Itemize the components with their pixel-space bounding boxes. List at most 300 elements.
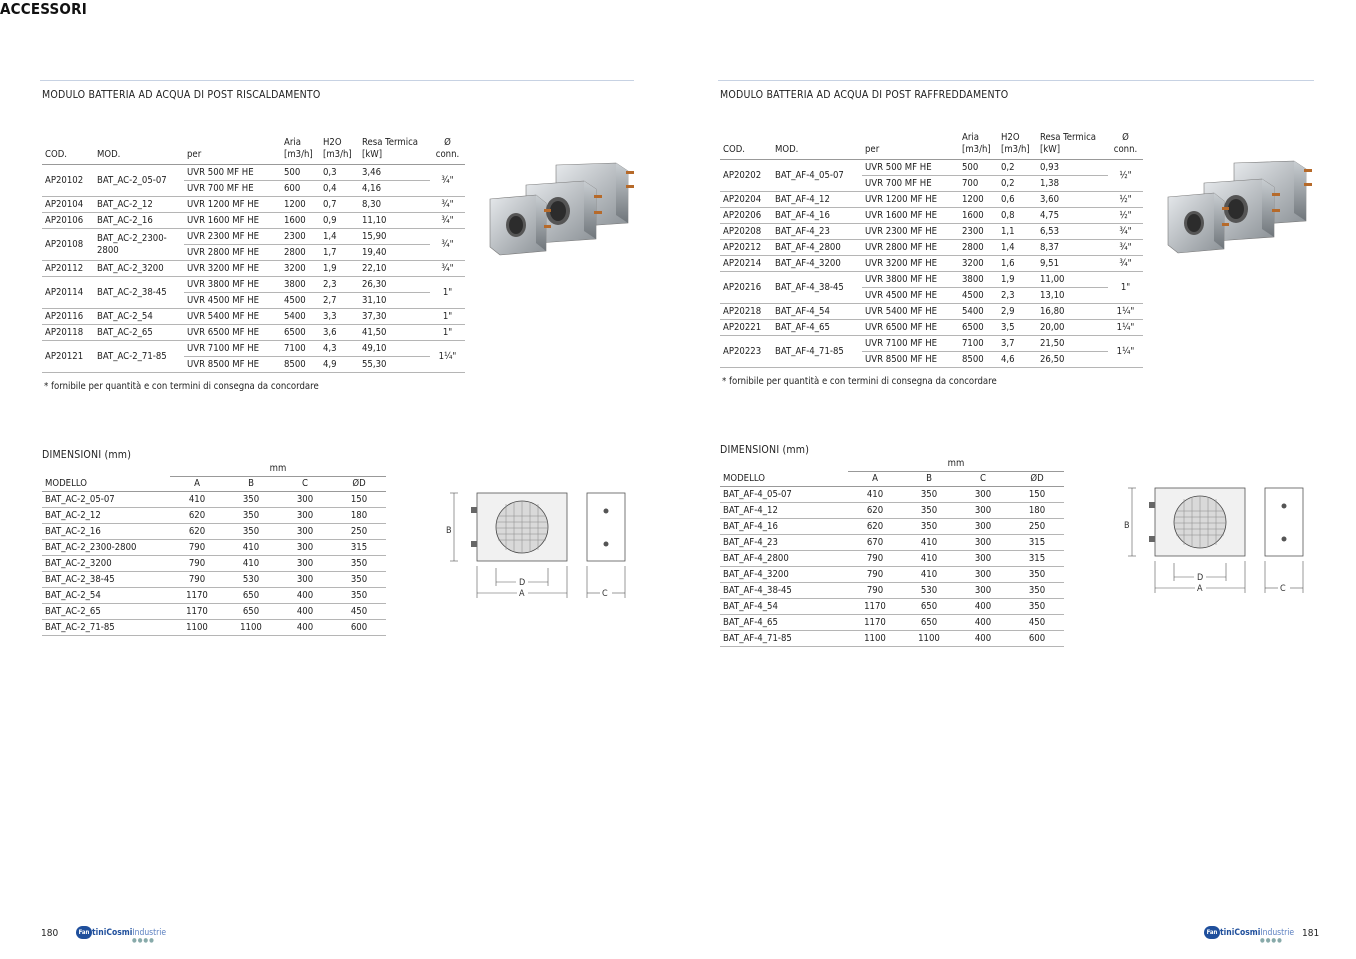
label-a: A <box>1197 584 1203 594</box>
table-row <box>42 492 386 508</box>
per-cell: UVR 500 MF HE <box>184 165 281 181</box>
brand-logo <box>76 926 167 944</box>
per-cell: UVR 7100 MF HE <box>862 336 959 352</box>
table-row <box>42 572 386 588</box>
table-row <box>42 524 386 540</box>
col-cod: COD. <box>42 137 94 165</box>
c-cell: 300 <box>956 567 1010 583</box>
h2o-cell: 4,6 <box>998 352 1037 368</box>
label-c: C <box>1280 584 1286 594</box>
b-cell: 530 <box>902 583 956 599</box>
a-cell: 790 <box>170 556 224 572</box>
resa-cell: 1,38 <box>1037 176 1108 192</box>
a-cell: 1100 <box>848 631 902 647</box>
a-cell: 790 <box>170 572 224 588</box>
aria-cell: 1600 <box>281 213 320 229</box>
b-cell: 1100 <box>224 620 278 636</box>
section-title-heating: MODULO BATTERIA AD ACQUA DI POST RISCALDAMENTO <box>42 89 321 101</box>
model-cell: BAT_AF-4_12 <box>772 192 862 208</box>
a-cell: 620 <box>848 519 902 535</box>
page-number-right: 181 <box>1302 928 1320 939</box>
per-cell: UVR 6500 MF HE <box>862 320 959 336</box>
a-cell: 790 <box>848 567 902 583</box>
model-cell: BAT_AC-2_2300-2800 <box>94 229 184 261</box>
h2o-cell: 1,1 <box>998 224 1037 240</box>
per-cell: UVR 500 MF HE <box>862 160 959 176</box>
cod-cell: AP20116 <box>42 309 94 325</box>
h2o-cell: 1,6 <box>998 256 1037 272</box>
table-row <box>720 272 1143 288</box>
aria-cell: 8500 <box>281 357 320 373</box>
col-conn: Ø conn. <box>1108 132 1143 160</box>
conn-cell: ½" <box>1108 192 1143 208</box>
model-cell: BAT_AC-2_05-07 <box>94 165 184 197</box>
resa-cell: 8,30 <box>359 197 430 213</box>
model-cell: BAT_AC-2_38-45 <box>42 572 170 588</box>
col-per: per <box>862 132 959 160</box>
cod-cell: AP20118 <box>42 325 94 341</box>
section-divider <box>718 80 1314 81</box>
resa-cell: 11,00 <box>1037 272 1108 288</box>
table-row <box>720 336 1143 352</box>
table-row <box>720 320 1143 336</box>
conn-cell: 1" <box>430 325 465 341</box>
c-cell: 300 <box>956 551 1010 567</box>
resa-cell: 41,50 <box>359 325 430 341</box>
b-cell: 530 <box>224 572 278 588</box>
a-cell: 1170 <box>848 615 902 631</box>
per-cell: UVR 700 MF HE <box>862 176 959 192</box>
h2o-cell: 2,7 <box>320 293 359 309</box>
per-cell: UVR 4500 MF HE <box>862 288 959 304</box>
resa-cell: 21,50 <box>1037 336 1108 352</box>
conn-cell: 1" <box>430 309 465 325</box>
d-cell: 180 <box>1010 503 1064 519</box>
per-cell: UVR 5400 MF HE <box>184 309 281 325</box>
table-row <box>720 615 1064 631</box>
aria-cell: 4500 <box>959 288 998 304</box>
resa-cell: 13,10 <box>1037 288 1108 304</box>
conn-cell: ¾" <box>430 261 465 277</box>
d-cell: 350 <box>332 588 386 604</box>
d-cell: 600 <box>332 620 386 636</box>
h2o-cell: 3,7 <box>998 336 1037 352</box>
h2o-cell: 1,4 <box>320 229 359 245</box>
cooling-battery-table <box>720 132 1143 368</box>
per-cell: UVR 4500 MF HE <box>184 293 281 309</box>
model-cell: BAT_AC-2_12 <box>94 197 184 213</box>
c-cell: 300 <box>956 503 1010 519</box>
col-aria: Aria [m3/h] <box>281 137 320 165</box>
col-h2o: H2O [m3/h] <box>998 132 1037 160</box>
resa-cell: 19,40 <box>359 245 430 261</box>
logo-dots-icon: ●●●● <box>1260 937 1283 944</box>
c-cell: 300 <box>278 540 332 556</box>
h2o-cell: 3,6 <box>320 325 359 341</box>
model-cell: BAT_AF-4_3200 <box>772 256 862 272</box>
resa-cell: 8,37 <box>1037 240 1108 256</box>
model-cell: BAT_AF-4_2800 <box>720 551 848 567</box>
conn-cell: 1¼" <box>430 341 465 373</box>
table-row <box>42 309 465 325</box>
conn-cell: ¾" <box>430 197 465 213</box>
b-cell: 650 <box>224 588 278 604</box>
aria-cell: 3200 <box>281 261 320 277</box>
logo-dots-icon: ●●●● <box>132 937 155 944</box>
h2o-cell: 0,4 <box>320 181 359 197</box>
conn-cell: 1" <box>1108 272 1143 304</box>
b-cell: 410 <box>902 567 956 583</box>
c-cell: 300 <box>278 508 332 524</box>
b-cell: 650 <box>902 599 956 615</box>
col-b: B <box>902 472 956 487</box>
b-cell: 650 <box>224 604 278 620</box>
table-row <box>42 604 386 620</box>
aria-cell: 8500 <box>959 352 998 368</box>
a-cell: 620 <box>170 508 224 524</box>
a-cell: 670 <box>848 535 902 551</box>
c-cell: 300 <box>278 492 332 508</box>
resa-cell: 4,16 <box>359 181 430 197</box>
col-d: ØD <box>1010 472 1064 487</box>
table-row <box>720 599 1064 615</box>
resa-cell: 3,46 <box>359 165 430 181</box>
d-cell: 350 <box>1010 583 1064 599</box>
a-cell: 410 <box>170 492 224 508</box>
h2o-cell: 4,3 <box>320 341 359 357</box>
b-cell: 350 <box>902 519 956 535</box>
h2o-cell: 2,3 <box>320 277 359 293</box>
logo-badge: Fan <box>1204 926 1220 939</box>
cod-cell: AP20208 <box>720 224 772 240</box>
table-row <box>42 556 386 572</box>
col-modello: MODELLO <box>42 477 170 492</box>
c-cell: 300 <box>278 572 332 588</box>
cod-cell: AP20106 <box>42 213 94 229</box>
col-resa: Resa Termica [kW] <box>359 137 430 165</box>
d-cell: 350 <box>332 572 386 588</box>
col-d: ØD <box>332 477 386 492</box>
b-cell: 350 <box>902 503 956 519</box>
section-divider <box>40 80 634 81</box>
d-cell: 250 <box>332 524 386 540</box>
c-cell: 400 <box>278 604 332 620</box>
model-cell: BAT_AF-4_65 <box>720 615 848 631</box>
h2o-cell: 0,2 <box>998 160 1037 176</box>
model-cell: BAT_AF-4_54 <box>720 599 848 615</box>
aria-cell: 600 <box>281 181 320 197</box>
cod-cell: AP20223 <box>720 336 772 368</box>
table-row <box>42 197 465 213</box>
a-cell: 790 <box>848 551 902 567</box>
model-cell: BAT_AF-4_71-85 <box>772 336 862 368</box>
model-cell: BAT_AC-2_12 <box>42 508 170 524</box>
c-cell: 400 <box>278 620 332 636</box>
h2o-cell: 1,9 <box>320 261 359 277</box>
table-row <box>720 519 1064 535</box>
aria-cell: 6500 <box>959 320 998 336</box>
model-cell: BAT_AC-2_05-07 <box>42 492 170 508</box>
resa-cell: 20,00 <box>1037 320 1108 336</box>
h2o-cell: 3,5 <box>998 320 1037 336</box>
a-cell: 790 <box>170 540 224 556</box>
c-cell: 400 <box>956 599 1010 615</box>
per-cell: UVR 6500 MF HE <box>184 325 281 341</box>
h2o-cell: 0,6 <box>998 192 1037 208</box>
h2o-cell: 2,3 <box>998 288 1037 304</box>
conn-cell: ½" <box>1108 160 1143 192</box>
cod-cell: AP20221 <box>720 320 772 336</box>
col-a: A <box>848 472 902 487</box>
c-cell: 300 <box>956 487 1010 503</box>
a-cell: 1170 <box>848 599 902 615</box>
per-cell: UVR 3200 MF HE <box>862 256 959 272</box>
label-a: A <box>519 589 525 599</box>
aria-cell: 4500 <box>281 293 320 309</box>
label-d: D <box>1197 573 1204 583</box>
aria-cell: 5400 <box>959 304 998 320</box>
conn-cell: ¾" <box>430 165 465 197</box>
logo-text-light: Industrie <box>132 928 167 938</box>
aria-cell: 500 <box>959 160 998 176</box>
per-cell: UVR 1200 MF HE <box>862 192 959 208</box>
d-cell: 350 <box>1010 599 1064 615</box>
b-cell: 410 <box>224 540 278 556</box>
col-cod: COD. <box>720 132 772 160</box>
b-cell: 410 <box>224 556 278 572</box>
table-row <box>720 256 1143 272</box>
label-c: C <box>602 589 608 599</box>
resa-cell: 49,10 <box>359 341 430 357</box>
resa-cell: 26,50 <box>1037 352 1108 368</box>
b-cell: 350 <box>224 492 278 508</box>
model-cell: BAT_AF-4_05-07 <box>720 487 848 503</box>
b-cell: 1100 <box>902 631 956 647</box>
logo-badge: Fan <box>76 926 92 939</box>
aria-cell: 3800 <box>281 277 320 293</box>
resa-cell: 55,30 <box>359 357 430 373</box>
resa-cell: 3,60 <box>1037 192 1108 208</box>
cod-cell: AP20216 <box>720 272 772 304</box>
footnote: * fornibile per quantità e con termini di consegna da concordare <box>722 376 997 387</box>
d-cell: 180 <box>332 508 386 524</box>
table-row <box>720 535 1064 551</box>
model-cell: BAT_AC-2_54 <box>42 588 170 604</box>
resa-cell: 31,10 <box>359 293 430 309</box>
section-title-cooling: MODULO BATTERIA AD ACQUA DI POST RAFFREDDAMENTO <box>720 89 1009 101</box>
aria-cell: 2300 <box>281 229 320 245</box>
table-row <box>42 508 386 524</box>
table-row <box>720 304 1143 320</box>
aria-cell: 2300 <box>959 224 998 240</box>
dim-unit: mm <box>848 457 1064 472</box>
table-row <box>720 160 1143 176</box>
logo-text: tiniCosmi <box>1220 928 1261 938</box>
aria-cell: 1200 <box>959 192 998 208</box>
a-cell: 1100 <box>170 620 224 636</box>
col-c: C <box>278 477 332 492</box>
model-cell: BAT_AC-2_3200 <box>42 556 170 572</box>
cod-cell: AP20114 <box>42 277 94 309</box>
model-cell: BAT_AF-4_16 <box>772 208 862 224</box>
conn-cell: ¾" <box>1108 256 1143 272</box>
table-row <box>720 551 1064 567</box>
model-cell: BAT_AF-4_3200 <box>720 567 848 583</box>
h2o-cell: 0,3 <box>320 165 359 181</box>
aria-cell: 7100 <box>959 336 998 352</box>
footnote: * fornibile per quantità e con termini di consegna da concordare <box>44 381 319 392</box>
cod-cell: AP20102 <box>42 165 94 197</box>
aria-cell: 7100 <box>281 341 320 357</box>
conn-cell: 1¼" <box>1108 304 1143 320</box>
d-cell: 600 <box>1010 631 1064 647</box>
model-cell: BAT_AF-4_2800 <box>772 240 862 256</box>
conn-cell: ½" <box>1108 208 1143 224</box>
c-cell: 300 <box>956 535 1010 551</box>
table-row <box>42 229 465 245</box>
logo-text-light: Industrie <box>1260 928 1295 938</box>
aria-cell: 1200 <box>281 197 320 213</box>
h2o-cell: 1,9 <box>998 272 1037 288</box>
table-row <box>42 261 465 277</box>
resa-cell: 11,10 <box>359 213 430 229</box>
model-cell: BAT_AC-2_65 <box>42 604 170 620</box>
h2o-cell: 1,7 <box>320 245 359 261</box>
aria-cell: 500 <box>281 165 320 181</box>
c-cell: 400 <box>956 615 1010 631</box>
col-resa: Resa Termica [kW] <box>1037 132 1108 160</box>
c-cell: 400 <box>278 588 332 604</box>
table-row <box>720 240 1143 256</box>
aria-cell: 1600 <box>959 208 998 224</box>
model-cell: BAT_AF-4_16 <box>720 519 848 535</box>
model-cell: BAT_AC-2_38-45 <box>94 277 184 309</box>
table-row <box>42 277 465 293</box>
cod-cell: AP20218 <box>720 304 772 320</box>
table-row <box>42 588 386 604</box>
battery-module-photo <box>1164 153 1316 258</box>
d-cell: 150 <box>1010 487 1064 503</box>
aria-cell: 3200 <box>959 256 998 272</box>
conn-cell: 1¼" <box>1108 320 1143 336</box>
h2o-cell: 3,3 <box>320 309 359 325</box>
col-per: per <box>184 137 281 165</box>
per-cell: UVR 1200 MF HE <box>184 197 281 213</box>
resa-cell: 9,51 <box>1037 256 1108 272</box>
d-cell: 315 <box>1010 535 1064 551</box>
model-cell: BAT_AF-4_65 <box>772 320 862 336</box>
table-row <box>720 503 1064 519</box>
model-cell: BAT_AF-4_05-07 <box>772 160 862 192</box>
aria-cell: 2800 <box>959 240 998 256</box>
cod-cell: AP20206 <box>720 208 772 224</box>
aria-cell: 6500 <box>281 325 320 341</box>
cod-cell: AP20112 <box>42 261 94 277</box>
per-cell: UVR 2800 MF HE <box>184 245 281 261</box>
a-cell: 410 <box>848 487 902 503</box>
model-cell: BAT_AC-2_2300-2800 <box>42 540 170 556</box>
dimensions-table-cooling <box>720 457 1064 647</box>
model-cell: BAT_AC-2_16 <box>94 213 184 229</box>
d-cell: 315 <box>332 540 386 556</box>
a-cell: 790 <box>848 583 902 599</box>
h2o-cell: 0,7 <box>320 197 359 213</box>
per-cell: UVR 2300 MF HE <box>184 229 281 245</box>
table-row <box>42 540 386 556</box>
conn-cell: ¾" <box>430 213 465 229</box>
per-cell: UVR 3800 MF HE <box>862 272 959 288</box>
a-cell: 620 <box>848 503 902 519</box>
c-cell: 300 <box>956 519 1010 535</box>
d-cell: 150 <box>332 492 386 508</box>
label-b: B <box>446 526 452 536</box>
per-cell: UVR 1600 MF HE <box>862 208 959 224</box>
b-cell: 350 <box>902 487 956 503</box>
dimension-drawing <box>1118 481 1308 599</box>
table-row <box>42 341 465 357</box>
table-row <box>42 325 465 341</box>
table-row <box>42 620 386 636</box>
model-cell: BAT_AC-2_16 <box>42 524 170 540</box>
conn-cell: 1¼" <box>1108 336 1143 368</box>
a-cell: 1170 <box>170 604 224 620</box>
aria-cell: 700 <box>959 176 998 192</box>
c-cell: 300 <box>278 556 332 572</box>
table-row <box>720 208 1143 224</box>
model-cell: BAT_AC-2_65 <box>94 325 184 341</box>
c-cell: 300 <box>956 583 1010 599</box>
b-cell: 410 <box>902 535 956 551</box>
h2o-cell: 0,8 <box>998 208 1037 224</box>
dim-unit: mm <box>170 462 386 477</box>
d-cell: 450 <box>332 604 386 620</box>
d-cell: 450 <box>1010 615 1064 631</box>
table-row <box>42 213 465 229</box>
b-cell: 350 <box>224 524 278 540</box>
model-cell: BAT_AF-4_23 <box>772 224 862 240</box>
model-cell: BAT_AF-4_54 <box>772 304 862 320</box>
per-cell: UVR 2300 MF HE <box>862 224 959 240</box>
model-cell: BAT_AF-4_23 <box>720 535 848 551</box>
per-cell: UVR 7100 MF HE <box>184 341 281 357</box>
d-cell: 250 <box>1010 519 1064 535</box>
model-cell: BAT_AC-2_71-85 <box>94 341 184 373</box>
page-heading: ACCESSORI <box>0 0 87 18</box>
table-row <box>42 165 465 181</box>
per-cell: UVR 700 MF HE <box>184 181 281 197</box>
label-d: D <box>519 578 526 588</box>
h2o-cell: 4,9 <box>320 357 359 373</box>
model-cell: BAT_AC-2_54 <box>94 309 184 325</box>
b-cell: 650 <box>902 615 956 631</box>
col-aria: Aria [m3/h] <box>959 132 998 160</box>
table-row <box>720 631 1064 647</box>
resa-cell: 26,30 <box>359 277 430 293</box>
model-cell: BAT_AF-4_12 <box>720 503 848 519</box>
aria-cell: 5400 <box>281 309 320 325</box>
col-mod: MOD. <box>772 132 862 160</box>
per-cell: UVR 8500 MF HE <box>184 357 281 373</box>
model-cell: BAT_AF-4_38-45 <box>772 272 862 304</box>
label-b: B <box>1124 521 1130 531</box>
model-cell: BAT_AF-4_71-85 <box>720 631 848 647</box>
h2o-cell: 0,9 <box>320 213 359 229</box>
resa-cell: 37,30 <box>359 309 430 325</box>
resa-cell: 16,80 <box>1037 304 1108 320</box>
col-mod: MOD. <box>94 137 184 165</box>
model-cell: BAT_AC-2_71-85 <box>42 620 170 636</box>
table-row <box>720 583 1064 599</box>
